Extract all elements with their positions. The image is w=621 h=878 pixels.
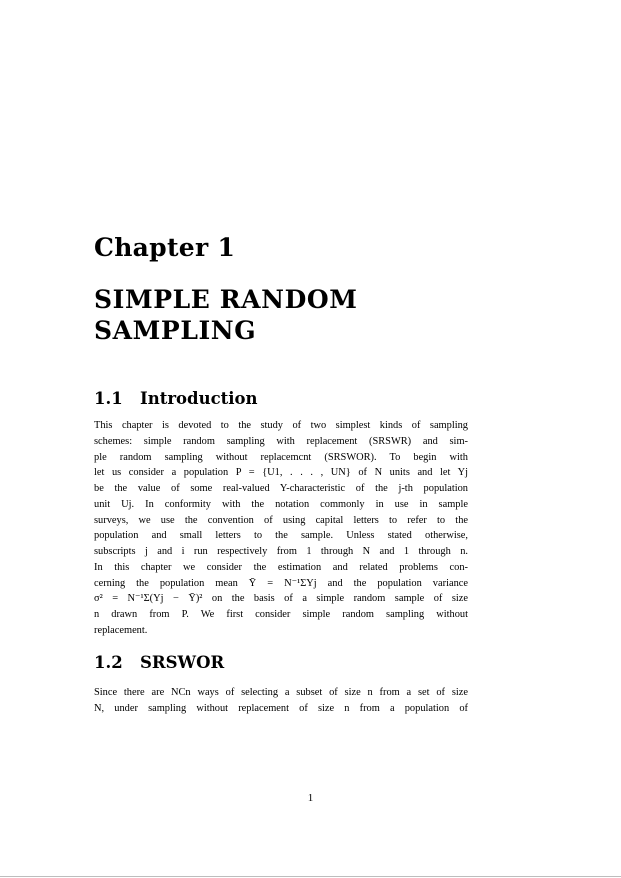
text-line: population and small letters to the sample. Unless stated otherwise, (94, 530, 468, 542)
section-heading-srswor (94, 653, 224, 672)
chapter-label: Chapter 1 (94, 233, 236, 262)
chapter-title-line-1: SIMPLE RANDOM (94, 285, 358, 314)
text-line: In this chapter we consider the estimation and related problems con- (94, 561, 468, 573)
text-line: be the value of some real-valued Y-characteristic of the j-th population (94, 483, 468, 494)
chapter-title-line-2: SAMPLING (94, 316, 257, 345)
text-line: σ² = N⁻¹Σ(Yj − Ȳ)² on the basis of a simple random sample of size (94, 593, 468, 605)
text-line: Since there are NCn ways of selecting a subset of size n from a set of size (94, 687, 468, 698)
section-body-srswor (94, 685, 468, 717)
section-number: 1.2 (94, 653, 123, 672)
section-number: 1.1 (94, 389, 123, 408)
section-title: SRSWOR (140, 653, 225, 672)
text-line: subscripts j and i run respectively from 1 through N and 1 through n. (94, 546, 468, 557)
section-heading-introduction (94, 389, 258, 408)
text-line: surveys, we use the convention of using capital letters to refer to the (94, 514, 468, 526)
page-number: 1 (307, 792, 314, 804)
text-line: N, under sampling without replacement of size n from a population of (94, 702, 468, 714)
text-line: ple random sampling without replacemcnt (SRSWOR). To begin with (94, 451, 468, 463)
text-line: unit Uj. In conformity with the notation commonly in use in sample (94, 498, 468, 510)
chapter-title (94, 284, 358, 346)
text-line: schemes: simple random sampling with replacement (SRSWR) and sim- (94, 435, 468, 447)
text-line: let us consider a population P = {U1, . . . , UN} of N units and let Yj (94, 467, 468, 479)
section-body-introduction (94, 418, 468, 639)
text-line: cerning the population mean Ȳ = N⁻¹ΣYj and the population variance (94, 577, 468, 589)
text-line: replacement. (94, 624, 148, 636)
bottom-rule (0, 876, 621, 877)
section-title: Introduction (140, 389, 258, 408)
text-line: n drawn from P. We first consider simple random sampling without (94, 609, 468, 620)
text-line: This chapter is devoted to the study of two simplest kinds of sampling (94, 420, 468, 431)
